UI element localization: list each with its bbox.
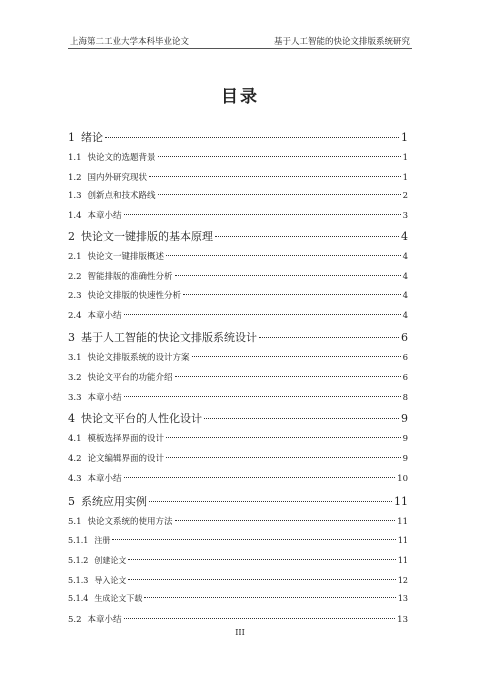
toc-entry-number: 5 bbox=[68, 495, 75, 508]
toc-entry-number: 5.1.3 bbox=[68, 576, 89, 585]
toc-leader-dots bbox=[158, 156, 401, 157]
toc-entry-text: 系统应用实例 bbox=[81, 495, 147, 508]
toc-entry-label bbox=[68, 351, 190, 363]
toc-leader-dots bbox=[105, 137, 399, 138]
toc-entry-number: 4.3 bbox=[68, 474, 82, 484]
toc-entry-label bbox=[68, 171, 147, 183]
toc-leader-dots bbox=[149, 501, 392, 502]
toc-entry-text: 本章小结 bbox=[87, 211, 122, 221]
toc-entry-page: 9 bbox=[402, 454, 408, 464]
toc-entry-number: 1.4 bbox=[68, 211, 82, 221]
toc-entry-text: 导入论文 bbox=[94, 576, 127, 585]
toc-entry-page: 4 bbox=[402, 272, 408, 282]
toc-entry-page: 11 bbox=[394, 495, 408, 508]
toc-entry[interactable] bbox=[68, 151, 408, 163]
toc-entry[interactable] bbox=[68, 410, 408, 426]
toc-entry-label bbox=[68, 189, 156, 201]
toc-entry-text: 国内外研究现状 bbox=[87, 173, 148, 183]
toc-entry-text: 基于人工智能的快论文排版系统设计 bbox=[81, 331, 257, 344]
toc-entry-text: 快论文系统的使用方法 bbox=[87, 517, 173, 527]
toc-entry-label bbox=[68, 575, 126, 586]
toc-entry-label bbox=[68, 410, 202, 426]
toc-entry-text: 注册 bbox=[94, 536, 111, 545]
toc-leader-dots bbox=[158, 194, 401, 195]
toc-entry-page: 4 bbox=[402, 252, 408, 262]
toc-entry-number: 4.2 bbox=[68, 454, 82, 464]
toc-entry-number: 5.1.1 bbox=[68, 536, 89, 545]
toc-entry-text: 创新点和技术路线 bbox=[87, 191, 156, 201]
toc-entry[interactable] bbox=[68, 432, 408, 444]
toc-entry-number: 5.1 bbox=[68, 517, 82, 527]
toc-leader-dots bbox=[112, 539, 395, 540]
toc-leader-dots bbox=[166, 437, 401, 438]
toc-entry-label bbox=[68, 209, 122, 221]
toc-entry-page: 2 bbox=[402, 191, 408, 201]
toc-leader-dots bbox=[144, 597, 395, 598]
toc-entry[interactable] bbox=[68, 452, 408, 464]
toc-entry-text: 生成论文下载 bbox=[94, 594, 143, 603]
toc-entry-label bbox=[68, 515, 173, 527]
toc-entry[interactable] bbox=[68, 593, 408, 604]
toc-entry[interactable] bbox=[68, 555, 408, 566]
toc-entry-number: 5.1.4 bbox=[68, 594, 89, 603]
toc-entry-page: 4 bbox=[402, 311, 408, 321]
toc-entry[interactable] bbox=[68, 575, 408, 586]
toc-entry-number: 2.1 bbox=[68, 252, 82, 262]
toc-entry[interactable] bbox=[68, 613, 408, 625]
toc-entry-label bbox=[68, 452, 164, 464]
toc-entry-page: 6 bbox=[401, 331, 408, 344]
toc-leader-dots bbox=[166, 457, 401, 458]
toc-entry[interactable] bbox=[68, 250, 408, 262]
toc-leader-dots bbox=[192, 356, 401, 357]
toc-leader-dots bbox=[175, 275, 401, 276]
toc-entry-number: 4.1 bbox=[68, 434, 82, 444]
toc-entry[interactable] bbox=[68, 309, 408, 321]
toc-entry-label bbox=[68, 309, 122, 321]
toc-entry-label bbox=[68, 432, 164, 444]
toc-entry[interactable] bbox=[68, 371, 408, 383]
toc-entry-number: 1.3 bbox=[68, 191, 82, 201]
toc-entry-label bbox=[68, 228, 213, 244]
toc-entry[interactable] bbox=[68, 289, 408, 301]
toc-entry-page: 6 bbox=[402, 353, 408, 363]
toc-entry-page: 3 bbox=[402, 211, 408, 221]
toc-leader-dots bbox=[124, 214, 401, 215]
toc-entry[interactable] bbox=[68, 493, 408, 509]
toc-entry-number: 2.4 bbox=[68, 311, 82, 321]
toc-entry-text: 模板选择界面的设计 bbox=[87, 434, 165, 444]
toc-entry-page: 1 bbox=[402, 153, 408, 163]
toc-leader-dots bbox=[124, 618, 396, 619]
toc-entry-page: 11 bbox=[397, 517, 408, 527]
toc-entry-label bbox=[68, 289, 181, 301]
toc-entry-page: 1 bbox=[401, 131, 408, 144]
toc-entry-number: 3.2 bbox=[68, 373, 82, 383]
toc-entry-label bbox=[68, 555, 126, 566]
toc-entry-number: 5.2 bbox=[68, 615, 82, 625]
toc-leader-dots bbox=[175, 376, 401, 377]
toc-entry-page: 13 bbox=[397, 594, 408, 603]
toc-entry[interactable] bbox=[68, 228, 408, 244]
toc-entry[interactable] bbox=[68, 329, 408, 345]
header-university: 上海第二工业大学本科毕业论文 bbox=[70, 37, 190, 47]
toc-leader-dots bbox=[259, 337, 399, 338]
toc-entry-number: 1.2 bbox=[68, 173, 82, 183]
toc-entry[interactable] bbox=[68, 515, 408, 527]
toc-entry-label bbox=[68, 493, 147, 509]
toc-entry-number: 1.1 bbox=[68, 153, 82, 163]
toc-leader-dots bbox=[175, 520, 396, 521]
toc-leader-dots bbox=[166, 255, 401, 256]
page-header bbox=[68, 34, 412, 49]
toc-entry[interactable] bbox=[68, 270, 408, 282]
toc-entry[interactable] bbox=[68, 391, 408, 403]
toc-entry[interactable] bbox=[68, 209, 408, 221]
toc-entry-page: 13 bbox=[397, 615, 408, 625]
toc-entry-text: 创建论文 bbox=[94, 556, 127, 565]
toc-leader-dots bbox=[128, 559, 395, 560]
toc-entry-text: 本章小结 bbox=[87, 393, 122, 403]
toc-leader-dots bbox=[124, 314, 401, 315]
toc-entry[interactable] bbox=[68, 351, 408, 363]
toc-entry-page: 4 bbox=[402, 291, 408, 301]
toc-entry-number: 2 bbox=[68, 230, 75, 243]
toc-entry-label bbox=[68, 270, 173, 282]
toc-entry-label bbox=[68, 535, 110, 546]
toc-entry-page: 4 bbox=[401, 230, 408, 243]
toc-entry-text: 本章小结 bbox=[87, 311, 122, 321]
toc-leader-dots bbox=[215, 236, 399, 237]
toc-entry-number: 3 bbox=[68, 331, 75, 344]
toc-entry-text: 绪论 bbox=[81, 131, 103, 144]
toc-entry-page: 12 bbox=[397, 576, 408, 585]
toc-leader-dots bbox=[183, 294, 401, 295]
toc-entry-number: 3.3 bbox=[68, 393, 82, 403]
toc-entry-page: 9 bbox=[402, 434, 408, 444]
header-thesis-title: 基于人工智能的快论文排版系统研究 bbox=[273, 37, 410, 47]
toc-entry-text: 快论文平台的人性化设计 bbox=[81, 412, 202, 425]
page-number: III bbox=[235, 628, 245, 637]
toc-entry-number: 4 bbox=[68, 412, 75, 425]
toc-entry[interactable] bbox=[68, 171, 408, 183]
toc-entry-label bbox=[68, 472, 122, 484]
toc-entry-page: 11 bbox=[397, 536, 408, 545]
toc-entry-label bbox=[68, 371, 173, 383]
toc-leader-dots bbox=[149, 176, 401, 177]
toc-entry-number: 1 bbox=[68, 131, 75, 144]
toc-entry-text: 快论文的选题背景 bbox=[87, 153, 156, 163]
toc-leader-dots bbox=[124, 396, 401, 397]
toc-entry-page: 10 bbox=[397, 474, 408, 484]
toc-entry-number: 2.3 bbox=[68, 291, 82, 301]
toc-entry-page: 9 bbox=[401, 412, 408, 425]
toc-entry[interactable] bbox=[68, 472, 408, 484]
toc-entry-page: 8 bbox=[402, 393, 408, 403]
toc-entry-text: 快论文排版的快速性分析 bbox=[87, 291, 182, 301]
toc-title: 目录 bbox=[221, 87, 259, 107]
toc-entry-number: 2.2 bbox=[68, 272, 82, 282]
toc-entry[interactable] bbox=[68, 189, 408, 201]
toc-entry[interactable] bbox=[68, 535, 408, 546]
toc-entry-label bbox=[68, 593, 142, 604]
toc-entry-label bbox=[68, 329, 257, 345]
toc-entry-text: 快论文一键排版概述 bbox=[87, 252, 165, 262]
toc-entry-label bbox=[68, 391, 122, 403]
toc-entry-label bbox=[68, 250, 164, 262]
toc-entry-text: 快论文平台的功能介绍 bbox=[87, 373, 173, 383]
toc-entry-number: 5.1.2 bbox=[68, 556, 89, 565]
toc-leader-dots bbox=[128, 579, 395, 580]
toc-entry-label bbox=[68, 129, 103, 145]
toc-entry-page: 11 bbox=[397, 556, 408, 565]
toc-entry-page: 1 bbox=[402, 173, 408, 183]
toc-entry-text: 快论文一键排版的基本原理 bbox=[81, 230, 213, 243]
toc-entry-label bbox=[68, 151, 156, 163]
toc-entry-page: 6 bbox=[402, 373, 408, 383]
toc-entry-text: 本章小结 bbox=[87, 474, 122, 484]
toc-entry-label bbox=[68, 613, 122, 625]
toc-entry-text: 快论文排版系统的设计方案 bbox=[87, 353, 190, 363]
toc-leader-dots bbox=[124, 477, 396, 478]
toc-entry-text: 智能排版的准确性分析 bbox=[87, 272, 173, 282]
toc-entry-text: 论文编辑界面的设计 bbox=[87, 454, 165, 464]
toc-leader-dots bbox=[204, 418, 399, 419]
toc-entry-number: 3.1 bbox=[68, 353, 82, 363]
toc-entry-text: 本章小结 bbox=[87, 615, 122, 625]
toc-entry[interactable] bbox=[68, 129, 408, 145]
